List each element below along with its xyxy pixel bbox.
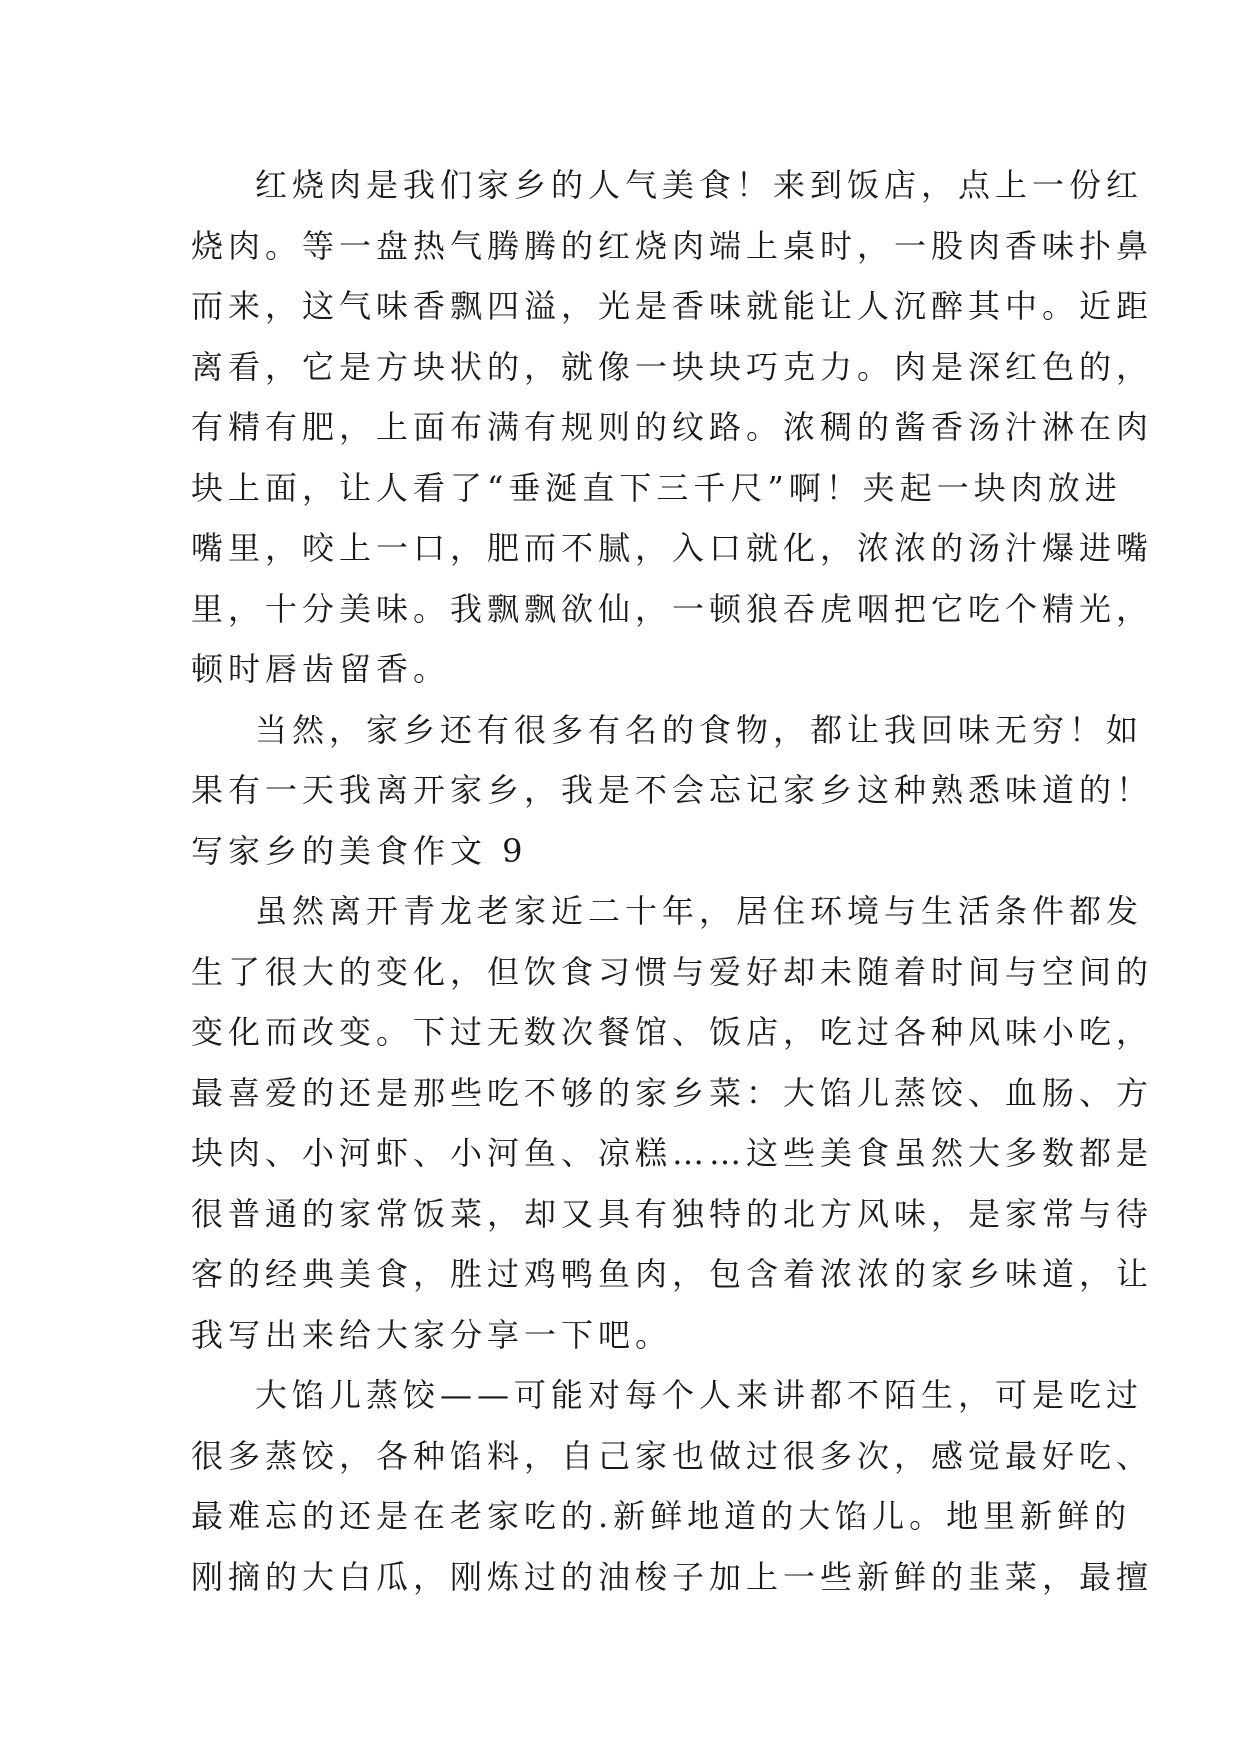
text-line: 而来，这气味香飘四溢，光是香味就能让人沉醉其中。近距 [191, 287, 1154, 325]
text-line: 很多蒸饺，各种馅料，自己家也做过很多次，感觉最好吃、 [191, 1436, 1154, 1475]
text-line: 烧肉。等一盘热气腾腾的红烧肉端上桌时，一股肉香味扑鼻 [191, 226, 1154, 265]
text-line: 大馅儿蒸饺——可能对每个人来讲都不陌生，可是吃过 [255, 1376, 1144, 1414]
text-line: 我写出来给大家分享一下吧。 [191, 1315, 673, 1354]
paragraph-conclusion [191, 700, 1154, 821]
text-line: 嘴里，咬上一口，肥而不腻，入口就化，浓浓的汤汁爆进嘴 [191, 529, 1154, 567]
paragraph-braised-pork [191, 155, 1154, 700]
text-line: 红烧肉是我们家乡的人气美食！来到饭店，点上一份红 [255, 166, 1144, 204]
text-line: 虽然离开青龙老家近二十年，居住环境与生活条件都发 [255, 892, 1144, 930]
text-line: 顿时唇齿留香。 [191, 650, 451, 688]
text-line: 离看，它是方块状的，就像一块块巧克力。肉是深红色的， [191, 347, 1154, 386]
paragraph-hometown-dishes [191, 881, 1154, 1365]
text-line: 当然，家乡还有很多有名的食物，都让我回味无穷！如 [255, 710, 1144, 749]
text-line: 最喜爱的还是那些吃不够的家乡菜：大馅儿蒸饺、血肠、方 [191, 1073, 1154, 1112]
text-line: 最难忘的还是在老家吃的.新鲜地道的大馅儿。地里新鲜的 [191, 1497, 1132, 1535]
text-line: 很普通的家常饭菜，却又具有独特的北方风味，是家常与待 [191, 1194, 1154, 1233]
text-line: 刚摘的大白瓜，刚炼过的油梭子加上一些新鲜的韭菜，最擅 [191, 1557, 1154, 1596]
text-line: 果有一天我离开家乡，我是不会忘记家乡这种熟悉味道的！ [191, 771, 1154, 809]
text-line: 变化而改变。下过无数次餐馆、饭店，吃过各种风味小吃， [191, 1013, 1154, 1051]
text-line: 客的经典美食，胜过鸡鸭鱼肉，包含着浓浓的家乡味道，让 [191, 1255, 1154, 1293]
text-line: 块肉、小河虾、小河鱼、凉糕……这些美食虽然大多数都是 [191, 1134, 1154, 1172]
text-line: 里，十分美味。我飘飘欲仙，一顿狼吞虎咽把它吃个精光， [191, 589, 1154, 628]
document-body [191, 155, 1154, 1607]
essay-heading: 写家乡的美食作文 9 [191, 831, 528, 870]
paragraph-steamed-dumplings [191, 1365, 1154, 1607]
text-line: 有精有肥，上面布满有规则的纹路。浓稠的酱香汤汁淋在肉 [191, 408, 1154, 446]
text-line: 生了很大的变化，但饮食习惯与爱好却未随着时间与空间的 [191, 952, 1154, 991]
text-line: 块上面，让人看了“垂涎直下三千尺”啊！夹起一块肉放进 [191, 468, 1122, 507]
